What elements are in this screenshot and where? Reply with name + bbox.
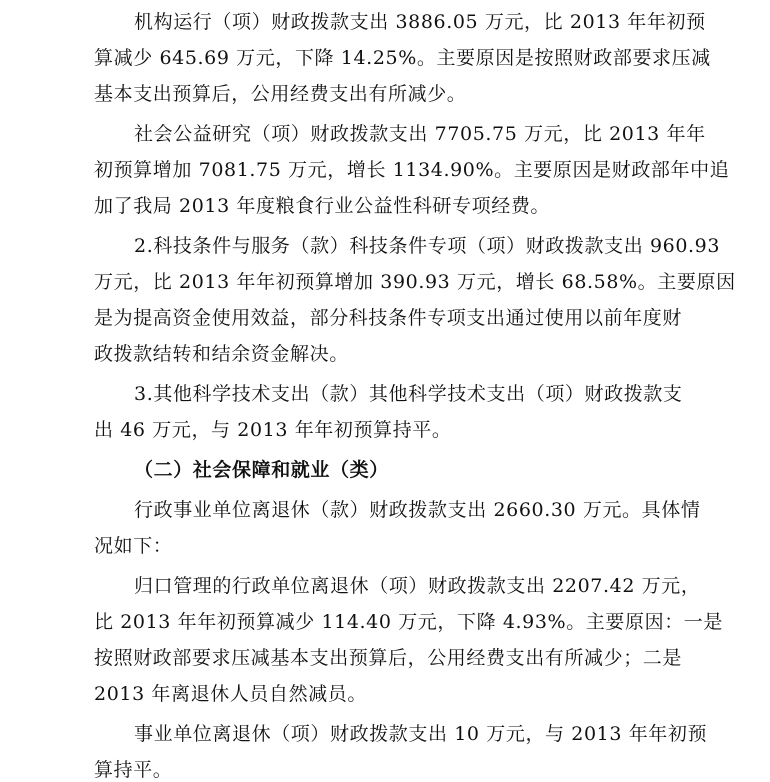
section-heading-social-security xyxy=(0,452,676,488)
paragraph-social-welfare-research xyxy=(0,116,730,224)
text-line: 比 2013 年年初预算减少 114.40 万元，下降 4.93%。主要原因：一是 xyxy=(94,611,723,633)
text-line: 万元，比 2013 年年初预算增加 390.93 万元，增长 68.58%。主要原因 xyxy=(94,271,736,293)
text-line: 政拨款结转和结余资金解决。 xyxy=(94,343,349,365)
paragraph-centralized-admin-retirement xyxy=(0,568,723,712)
text-line: 按照财政部要求压减基本支出预算后，公用经费支出有所减少；二是 xyxy=(94,647,683,669)
text-line: 2.科技条件与服务（款）科技条件专项（项）财政拨款支出 960.93 xyxy=(134,235,721,257)
text-line: 算持平。 xyxy=(94,759,173,781)
text-line: 3.其他科学技术支出（款）其他科学技术支出（项）财政拨款支 xyxy=(134,383,683,405)
text-line: 初预算增加 7081.75 万元，增长 1134.90%。主要原因是财政部年中追 xyxy=(94,159,730,181)
text-line: 事业单位离退休（项）财政拨款支出 10 万元，与 2013 年年初预 xyxy=(134,723,708,745)
paragraph-institution-operation xyxy=(0,4,711,112)
text-line: 机构运行（项）财政拨款支出 3886.05 万元，比 2013 年年初预 xyxy=(134,11,706,33)
heading-line: （二）社会保障和就业（类） xyxy=(134,459,389,481)
paragraph-admin-retirement xyxy=(0,492,701,564)
text-line: 况如下： xyxy=(94,535,173,557)
text-line: 基本支出预算后，公用经费支出有所减少。 xyxy=(94,83,467,105)
paragraph-institution-retirement xyxy=(0,716,708,782)
text-line: 行政事业单位离退休（款）财政拨款支出 2660.30 万元。具体情 xyxy=(134,499,701,521)
text-line: 归口管理的行政单位离退休（项）财政拨款支出 2207.42 万元， xyxy=(134,575,701,597)
paragraph-other-science-tech xyxy=(0,376,683,448)
text-line: 算减少 645.69 万元，下降 14.25%。主要原因是按照财政部要求压减 xyxy=(94,47,711,69)
text-line: 加了我局 2013 年度粮食行业公益性科研专项经费。 xyxy=(94,195,551,217)
text-line: 出 46 万元，与 2013 年年初预算持平。 xyxy=(94,419,452,441)
text-line: 2013 年离退休人员自然减员。 xyxy=(94,683,367,705)
paragraph-tech-conditions-services xyxy=(0,228,736,372)
text-line: 社会公益研究（项）财政拨款支出 7705.75 万元，比 2013 年年 xyxy=(134,123,706,145)
text-line: 是为提高资金使用效益，部分科技条件专项支出通过使用以前年度财 xyxy=(94,307,683,329)
